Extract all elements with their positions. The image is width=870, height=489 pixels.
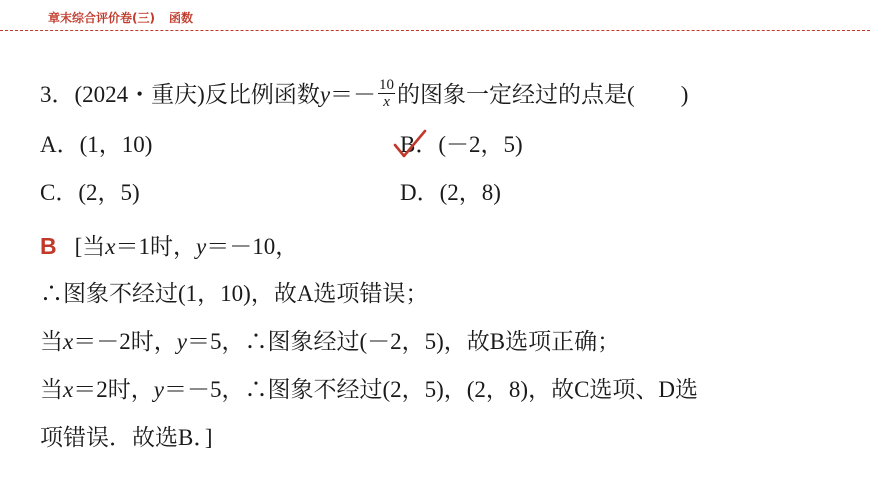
question-close-paren: ) [680,81,689,107]
solution-line-2: ∴图象不经过(1，10)，故A选项错误； [40,281,429,306]
header-title [48,11,193,25]
solution-text: ＝－10， [206,234,299,259]
solution-text: ＝－5，∴图象不经过(2，5)，(2，8)，故C选项、D选 [163,377,699,402]
option-c: C．(2，5) [40,180,140,205]
solution-line-3 [40,328,620,356]
question-equals: ＝－ [330,81,377,107]
solution-var-x: x [63,377,74,402]
fraction-numerator: 10 [379,77,395,93]
solution-text: [当 [74,234,106,259]
fraction-denominator: x [383,94,390,110]
solution-text: ＝－2时， [73,329,177,354]
solution-line-4 [40,376,698,404]
solution-text: ＝5，∴图象经过(－2，5)，故B选项正确； [186,329,621,354]
answer-letter: B [40,233,57,259]
solution-var-x: x [63,329,74,354]
header-divider [0,30,870,31]
chapter-title: 章末综合评价卷(三) [48,11,155,25]
option-b: B．(－2，5) [400,132,523,157]
option-d: D．(2，8) [400,180,501,205]
solution-text: ＝1时， [115,234,197,259]
solution-var-y: y [196,234,207,259]
solution-var-y: y [153,377,164,402]
solution-text: 当 [40,329,63,354]
question-var-y: y [319,81,331,107]
solution-line-1 [40,232,298,261]
solution-text: 当 [40,377,63,402]
solution-var-y: y [176,329,187,354]
option-a: A．(1，10) [40,132,153,157]
question-prefix: 3．(2024・重庆)反比例函数 [40,81,320,107]
fraction [378,77,395,110]
checkmark-icon [392,127,428,163]
page-header [0,0,870,32]
question-suffix: 的图象一定经过的点是( [397,81,635,107]
solution-line-5: 项错误．故选B．] [40,425,213,450]
solution-var-x: x [105,234,116,259]
section-title: 函数 [168,11,193,25]
question-stem [40,77,689,113]
solution-text: ＝2时， [73,377,154,402]
